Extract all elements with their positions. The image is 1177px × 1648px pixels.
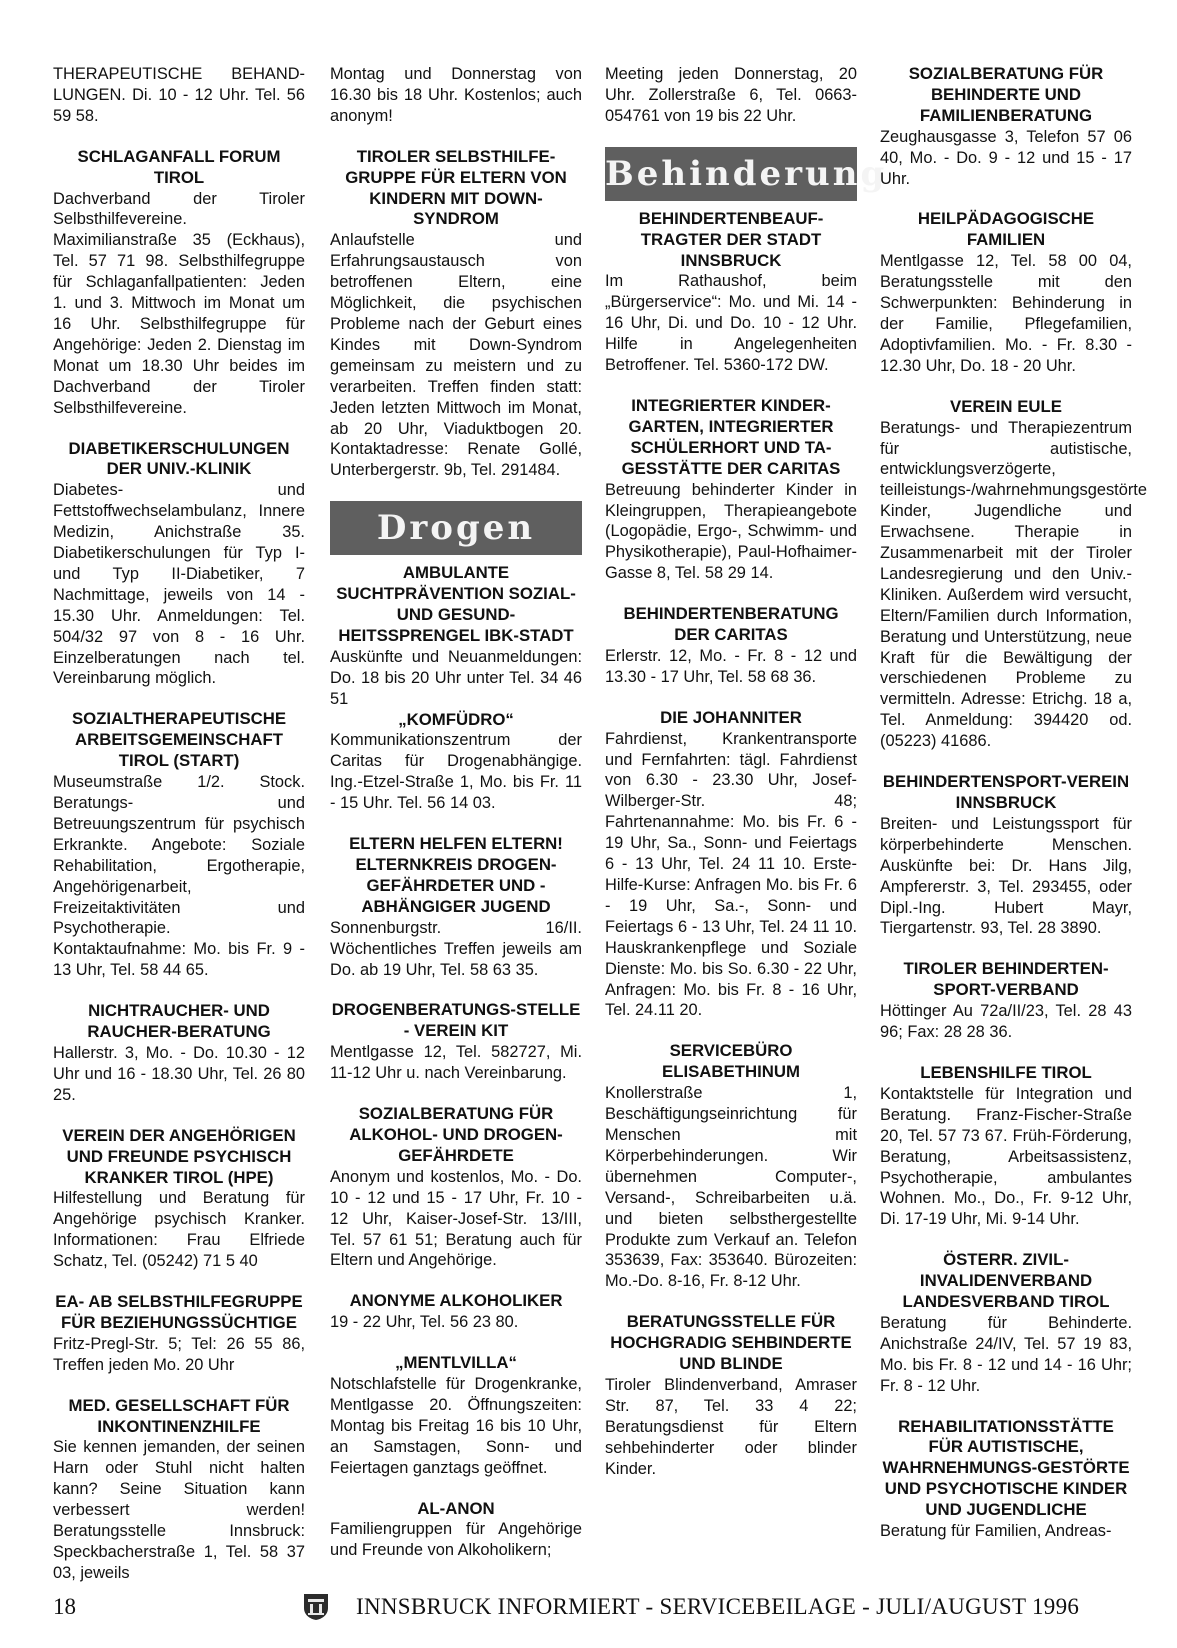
- entry-body: Anonym und kostenlos, Mo. - Do. 10 - 12 und 15 - 17 Uhr, Fr. 10 - 12 Uhr, Kaiser-Josef-Str. 13/III, Tel. 57 61 51; Beratung auch für Eltern und Angehörige.: [330, 1167, 582, 1270]
- entry-body: Im Rathaushof, beim „Bürgerservice“: Mo. und Mi. 14 - 16 Uhr, Di. und Do. 10 - 12 Uhr. Hilfe in Angelegenheiten Betroffener. Tel. 5360-172 DW.: [605, 272, 857, 375]
- list-item: [330, 1353, 582, 1478]
- entry-heading: ELTERN HELFEN ELTERN! ELTERNKREIS DROGEN-GEFÄHRDETER UND -ABHÄNGIGER JUGEND: [349, 834, 563, 916]
- list-item: [53, 709, 305, 981]
- entry-heading: DIABETIKERSCHULUNGEN DER UNIV.-KLINIK: [68, 438, 290, 479]
- section-banner-behinderung: Behinderung: [605, 147, 857, 201]
- entry-body: Meeting jeden Donnerstag, 20 Uhr. Zollerstraße 6, Tel. 0663-054761 von 19 bis 22 Uhr.: [605, 65, 857, 125]
- list-item: [605, 1312, 857, 1479]
- entry-heading: BEHINDERTENBEAUF-TRAGTER DER STADT INNSBRUCK: [638, 208, 824, 270]
- entry-body-2: Kommunikationszentrum der Caritas für Drogenabhängige. Ing.-Etzel-Straße 1, Mo. bis Fr. 11 - 15 Uhr. Tel. 56 14 03.: [330, 731, 582, 813]
- entry-body: Familiengruppen für Angehörige und Freunde von Alkoholikern;: [330, 1520, 582, 1560]
- entry-body: Hilfestellung und Beratung für Angehörige psychisch Kranker. Informationen: Frau Elfriede Schatz, Tel. (05242) 71 5 40: [53, 1189, 305, 1271]
- entry-heading: BEHINDERTENBERATUNG DER CARITAS: [623, 604, 839, 645]
- list-item: [605, 1041, 857, 1292]
- list-item: [880, 1250, 1132, 1396]
- list-item: [330, 1104, 582, 1271]
- entry-heading: HEILPÄDAGOGISCHE FAMILIEN: [917, 209, 1095, 250]
- entry-body: Zeughausgasse 3, Telefon 57 06 40, Mo. - Do. 9 - 12 und 15 - 17 Uhr.: [880, 127, 1132, 188]
- entry-heading: BEHINDERTENSPORT-VEREIN INNSBRUCK: [882, 772, 1130, 812]
- entry-body: Kontaktstelle für Integration und Beratung. Franz-Fischer-Straße 20, Tel. 57 73 67. Früh-Förderung, Beratung, Arbeitsassistenz, Psychotherapie, ambulantes Wohnen. Mo., Do., Fr. 9-12 Uhr, Di. 17-19 Uhr, Mi. 9-14 Uhr.: [880, 1084, 1132, 1229]
- entry-heading: TIROLER SELBSTHILFE-GRUPPE FÜR ELTERN VON KINDERN MIT DOWN-SYNDROM: [345, 146, 567, 229]
- entry-heading: EA- AB SELBSTHILFEGRUPPE FÜR BEZIEHUNGSSÜCHTIGE: [55, 1292, 303, 1332]
- entry-body: 19 - 22 Uhr, Tel. 56 23 80.: [330, 1313, 519, 1332]
- entry-subheading: „KOMFÜDRO“: [398, 709, 514, 729]
- entry-body: Dachverband der Tiroler Selbsthilfevereine. Maximilianstraße 35 (Eckhaus), Tel. 57 71 98. Selbsthilfegruppe für Schlaganfallpatienten: Jeden 1. und 3. Mittwoch im Monat um 16 Uhr. Selbsthilfegruppe für Angehörige: Jeden 2. Dienstag im Monat um 18.30 Uhr beides im Dachverband der Tiroler Selbsthilfevereine.: [53, 189, 305, 417]
- page-footer: [53, 1590, 1126, 1624]
- list-item: [880, 1063, 1132, 1230]
- entry-body: Sie kennen jemanden, der seinen Harn oder Stuhl nicht halten kann? Seine Situation kann verbessert werden! Beratungsstelle Innsbruck: Speckbacherstraße 1, Tel. 58 37 03, jeweils: [53, 1438, 305, 1582]
- list-item: [880, 959, 1132, 1043]
- entry-heading: AL-ANON: [417, 1498, 495, 1518]
- list-item: [880, 772, 1132, 939]
- entry-body: Beratung für Familien, Andreas-: [880, 1522, 1112, 1541]
- entry-body: Mentlgasse 12, Tel. 58 00 04, Beratungsstelle mit den Schwerpunkten: Behinderung in der Familie, Pflegefamilien, Adoptivfamilien. Mo. - Fr. 8.30 - 12.30 Uhr, Do. 18 - 20 Uhr.: [880, 252, 1132, 375]
- entry-body: Breiten- und Leistungssport für körperbehinderte Menschen. Auskünfte bei: Dr. Hans Jilg, Ampfererstr. 3, Tel. 293455, oder Dipl.-Ing. Hubert Mayr, Tiergartenstr. 93, Tel. 28 3890.: [880, 814, 1132, 938]
- entry-body: Knollerstraße 1, Beschäftigungseinrichtung für Menschen mit Körperbehinderungen. Wir übernehmen Computer-, Versand-, Schreibarbeiten u.ä. und bieten selbsthergestellte Produkte zum Verkauf an. Telefon 353639, Fax: 353640. Bürozeiten: Mo.-Do. 8-16, Fr. 8-12 Uhr.: [605, 1084, 857, 1291]
- list-item: [330, 1291, 582, 1333]
- list-item: [53, 439, 305, 690]
- list-item: [53, 1292, 305, 1376]
- entry-heading: SCHLAGANFALL FORUM TIROL: [77, 146, 281, 187]
- column-3: [605, 64, 888, 1499]
- entry-heading: INTEGRIERTER KINDER-GARTEN, INTEGRIERTER SCHÜLERHORT UND TA-GESSTÄTTE DER CARITAS: [621, 395, 841, 478]
- entry-body: Sonnenburgstr. 16/II. Wöchentliches Treffen jeweils am Do. ab 19 Uhr, Tel. 58 63 35.: [330, 918, 582, 979]
- entry-heading: SOZIALBERATUNG FÜR BEHINDERTE UND FAMILIENBERATUNG: [908, 64, 1104, 125]
- entry-body: Erlerstr. 12, Mo. - Fr. 8 - 12 und 13.30 - 17 Uhr, Tel. 58 68 36.: [605, 646, 857, 686]
- list-item: [330, 834, 582, 980]
- entry-body: Betreuung behinderter Kinder in Kleingruppen, Therapieangebote (Logopädie, Ergo-, Schwimm- und Physikotherapie), Paul-Hofhaimer-Gasse 8, Tel. 58 29 14.: [605, 480, 857, 583]
- list-item: [880, 64, 1132, 189]
- entry-heading: SOZIALBERATUNG FÜR ALKOHOL- UND DROGEN-GEFÄHRDETE: [349, 1104, 563, 1165]
- column-2: [330, 64, 582, 1581]
- entry-body: Montag und Donnerstag von 16.30 bis 18 Uhr. Kostenlos; auch anonym!: [330, 65, 582, 125]
- list-item: [605, 209, 857, 376]
- entry-heading: MED. GESELLSCHAFT FÜR INKONTINENZHILFE: [68, 1395, 290, 1436]
- entry-heading: AMBULANTE SUCHTPRÄVENTION SOZIAL- UND GESUND-HEITSSPRENGEL IBK-STADT: [336, 563, 576, 645]
- entry-body: Hallerstr. 3, Mo. - Do. 10.30 - 12 Uhr und 16 - 18.30 Uhr, Tel. 26 80 25.: [53, 1043, 305, 1104]
- entry-heading: SERVICEBÜRO ELISABETHINUM: [662, 1041, 800, 1082]
- list-item: [605, 708, 857, 1022]
- list-item: [605, 604, 857, 688]
- footer-title: INNSBRUCK INFORMIERT - SERVICEBEILAGE - JULI/AUGUST 1996: [356, 1594, 1080, 1619]
- entry-heading: VEREIN DER ANGEHÖRIGEN UND FREUNDE PSYCHISCH KRANKER TIROL (HPE): [62, 1125, 296, 1187]
- entry-heading: „MENTLVILLA“: [395, 1353, 517, 1373]
- column-4: [880, 64, 1147, 1562]
- list-item: [880, 209, 1132, 376]
- entry-heading: DIE JOHANNITER: [660, 707, 802, 727]
- entry-heading: ANONYME ALKOHOLIKER: [349, 1291, 563, 1311]
- entry-heading: NICHTRAUCHER- UND RAUCHER-BERATUNG: [87, 1001, 271, 1042]
- entry-body: Notschlafstelle für Drogenkranke, Mentlgasse 20. Öffnungszeiten: Montag bis Freitag 16 bis 10 Uhr, an Samstagen, Sonn- und Feiertagen ganztags geöffnet.: [330, 1375, 582, 1477]
- entry-body: Auskünfte und Neuanmeldungen: Do. 18 bis 20 Uhr unter Tel. 34 46 51: [330, 647, 582, 708]
- entry-body: Beratung für Behinderte. Anichstraße 24/IV, Tel. 57 19 83, Mo. bis Fr. 8 - 12 und 14 - 16 Uhr; Fr. 8 - 12 Uhr.: [880, 1313, 1132, 1395]
- entry-body: Diabetes- und Fettstoffwechselambulanz, Innere Medizin, Anichstraße 35. Diabetikerschulungen für Typ I- und Typ II-Diabetiker, 7 Nachmittage, jeweils von 14 - 15.30 Uhr. Anmeldungen: Tel. 504/32 97 von 8 - 16 Uhr. Einzelberatungen nach tel. Vereinbarung möglich.: [53, 481, 305, 688]
- list-item: [330, 64, 582, 127]
- list-item: [330, 147, 582, 482]
- entry-body: Höttinger Au 72a/II/23, Tel. 28 43 96; Fax: 28 28 36.: [880, 1002, 1132, 1042]
- list-item: [53, 64, 305, 127]
- entry-heading: REHABILITATIONSSTÄTTE FÜR AUTISTISCHE, WAHRNEHMUNGS-GESTÖRTE UND PSYCHOTISCHE KINDER UND JUGENDLICHE: [882, 1416, 1130, 1520]
- entry-body: Museumstraße 1/2. Stock. Beratungs- und Betreuungszentrum für psychisch Erkrankte. Angebote: Soziale Rehabilitation, Ergotherapie, Angehörigenarbeit, Freizeitaktivitäten und Psychotherapie. Kontaktaufnahme: Mo. bis Fr. 9 - 13 Uhr, Tel. 58 44 65.: [53, 773, 305, 980]
- entry-heading: SOZIALTHERAPEUTISCHE ARBEITSGEMEINSCHAFT TIROL (START): [71, 709, 287, 771]
- page-number: 18: [53, 1594, 76, 1619]
- entry-heading: VEREIN EULE: [950, 396, 1062, 416]
- list-item: [330, 1499, 582, 1562]
- list-item: [880, 396, 1147, 752]
- list-item: [880, 1417, 1132, 1542]
- section-banner-drogen: Drogen: [330, 501, 582, 555]
- list-item: [53, 1001, 305, 1106]
- list-item: [53, 1126, 305, 1272]
- entry-body: Fahrdienst, Krankentransporte und Fernfahrten: tägl. Fahrdienst von 6.30 - 23.30 Uhr, Josef-Wilberger-Str. 48; Fahrtenannahme: Mo. bis Fr. 6 - 19 Uhr, Sa., Sonn- und Feiertags 6 - 13 Uhr, Tel. 24 11 10. Erste-Hilfe-Kurse: Anfragen Mo. bis Fr. 6 - 19 Uhr, Sa.-, Sonn- und Feiertags 6 - 13 Uhr, Tel. 24 11 10. Hauskrankenpflege und Soziale Dienste: Mo. bis So. 6.30 - 22 Uhr, Anfragen: Mo. bis Fr. 8 - 16 Uhr, Tel. 24.11 20.: [605, 729, 857, 1020]
- entry-heading: LEBENSHILFE TIROL: [920, 1062, 1092, 1082]
- entry-heading: BERATUNGSSTELLE FÜR HOCHGRADIG SEHBINDERTE UND BLINDE: [610, 1312, 852, 1374]
- list-item: [53, 147, 305, 419]
- list-item: [605, 396, 857, 584]
- column-1: [53, 64, 305, 1604]
- entry-heading: DROGENBERATUNGS-STELLE - VEREIN KIT: [331, 1000, 581, 1041]
- entry-body: THERAPEUTISCHE BEHAND-LUNGEN. Di. 10 - 12 Uhr. Tel. 56 59 58.: [53, 65, 305, 125]
- entry-body: Fritz-Pregl-Str. 5; Tel: 26 55 86, Treffen jeden Mo. 20 Uhr: [53, 1334, 305, 1374]
- list-item: [330, 563, 582, 814]
- entry-body: Mentlgasse 12, Tel. 582727, Mi. 11-12 Uhr u. nach Vereinbarung.: [330, 1043, 582, 1083]
- list-item: [53, 1396, 305, 1584]
- entry-body: Beratungs- und Therapiezentrum für autistische, entwicklungsverzögerte, teilleistungs-/wahrnehmungsgestörte Kinder, Jugendliche und Erwachsene. Therapie in Zusammenarbeit mit der Tiroler Landesregierung und den Univ.-Kliniken. Außerdem wird versucht, Eltern/Familien durch Information, Beratung und Unterstützung, neue Kraft für die Bewältigung der verschiedenen Probleme zu vermitteln. Adresse: Etrichg. 18 a, Tel. Anmeldung: 394420 od. (05223) 41686.: [880, 418, 1147, 751]
- city-crest-icon: [303, 1593, 329, 1631]
- entry-body: Anlaufstelle und Erfahrungsaustausch von betroffenen Eltern, eine Möglichkeit, die psychischen Probleme nach der Geburt eines Kindes mit Down-Syndrom gemeinsam zu meistern und zu verarbeiten. Treffen finden statt: Jeden letzten Mittwoch im Monat, ab 20 Uhr, Viaduktbogen 20. Kontaktadresse: Renate Gollé, Unterbergerstr. 9b, Tel. 291484.: [330, 231, 582, 480]
- entry-body: Tiroler Blindenverband, Amraser Str. 87, Tel. 33 4 22; Beratungsdienst für Eltern sehbehinderter oder blinder Kinder.: [605, 1375, 857, 1478]
- entry-heading: ÖSTERR. ZIVIL-INVALIDENVERBAND LANDESVERBAND TIROL: [902, 1250, 1110, 1312]
- list-item: [605, 64, 857, 127]
- entry-heading: TIROLER BEHINDERTEN-SPORT-VERBAND: [903, 959, 1109, 1000]
- list-item: [330, 1000, 582, 1084]
